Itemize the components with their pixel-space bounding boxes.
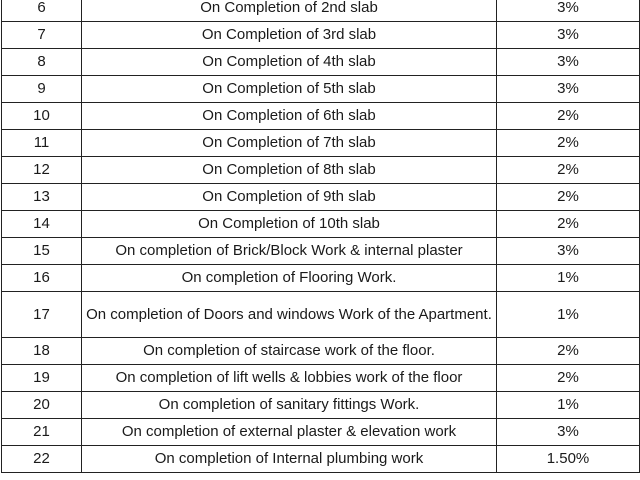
stage-text: On completion of sanitary fittings Work. <box>158 396 420 413</box>
stage-text: On Completion of 9th slab <box>202 188 376 205</box>
stage-description <box>82 292 497 338</box>
stage-text: On Completion of 10th slab <box>198 215 380 232</box>
row-number: 22 <box>2 446 82 473</box>
row-number: 17 <box>2 292 82 338</box>
table-row <box>2 103 640 130</box>
row-number: 7 <box>2 22 82 49</box>
row-number: 6 <box>2 0 82 22</box>
stage-text: On completion of Flooring Work. <box>181 269 397 286</box>
stage-text: On Completion of 8th slab <box>202 161 376 178</box>
stage-text: On completion of lift wells & lobbies work of the floor <box>115 369 463 386</box>
stage-text: On Completion of 3rd slab <box>201 26 377 43</box>
stage-description <box>82 184 497 211</box>
stage-description <box>82 265 497 292</box>
table-row <box>2 22 640 49</box>
row-number: 20 <box>2 392 82 419</box>
payment-percent: 1% <box>497 292 640 338</box>
stage-description <box>82 365 497 392</box>
stage-text: On Completion of 7th slab <box>202 134 376 151</box>
table-row <box>2 157 640 184</box>
table-row <box>2 49 640 76</box>
payment-percent: 2% <box>497 338 640 365</box>
row-number: 8 <box>2 49 82 76</box>
row-number: 15 <box>2 238 82 265</box>
payment-percent: 3% <box>497 22 640 49</box>
row-number: 12 <box>2 157 82 184</box>
payment-percent: 1% <box>497 265 640 292</box>
table-row <box>2 392 640 419</box>
payment-percent: 2% <box>497 103 640 130</box>
stage-description <box>82 157 497 184</box>
row-number: 10 <box>2 103 82 130</box>
payment-percent: 2% <box>497 211 640 238</box>
table-row <box>2 238 640 265</box>
table-row <box>2 184 640 211</box>
stage-text: On Completion of 4th slab <box>202 53 376 70</box>
table-row <box>2 76 640 103</box>
row-number: 11 <box>2 130 82 157</box>
table-row <box>2 130 640 157</box>
table-row <box>2 211 640 238</box>
stage-description <box>82 103 497 130</box>
stage-text: On completion of Doors and windows Work of the Apartment. <box>86 305 492 323</box>
payment-percent: 3% <box>497 0 640 22</box>
stage-description <box>82 0 497 22</box>
stage-description <box>82 419 497 446</box>
stage-description <box>82 22 497 49</box>
payment-percent: 3% <box>497 76 640 103</box>
row-number: 13 <box>2 184 82 211</box>
payment-percent: 2% <box>497 130 640 157</box>
payment-percent: 3% <box>497 238 640 265</box>
row-number: 16 <box>2 265 82 292</box>
stage-description <box>82 130 497 157</box>
payment-percent: 3% <box>497 419 640 446</box>
payment-percent: 2% <box>497 365 640 392</box>
row-number: 18 <box>2 338 82 365</box>
payment-percent: 2% <box>497 184 640 211</box>
stage-text: On Completion of 2nd slab <box>200 0 378 16</box>
table-row <box>2 446 640 473</box>
table-row <box>2 338 640 365</box>
stage-text: On completion of staircase work of the floor. <box>143 342 435 359</box>
row-number: 9 <box>2 76 82 103</box>
stage-text: On completion of Brick/Block Work & internal plaster <box>115 242 463 259</box>
row-number: 21 <box>2 419 82 446</box>
payment-percent: 1.50% <box>497 446 640 473</box>
stage-text: On completion of external plaster & elevation work <box>121 423 457 440</box>
stage-description <box>82 338 497 365</box>
payment-percent: 1% <box>497 392 640 419</box>
row-number: 19 <box>2 365 82 392</box>
stage-description <box>82 446 497 473</box>
table-row <box>2 365 640 392</box>
stage-description <box>82 49 497 76</box>
stage-description <box>82 238 497 265</box>
payment-percent: 3% <box>497 49 640 76</box>
row-number: 14 <box>2 211 82 238</box>
payment-percent: 2% <box>497 157 640 184</box>
table-row <box>2 419 640 446</box>
table-row <box>2 265 640 292</box>
stage-description <box>82 392 497 419</box>
table-row <box>2 292 640 338</box>
stage-text: On Completion of 5th slab <box>202 80 376 97</box>
stage-text: On completion of Internal plumbing work <box>154 450 424 467</box>
stage-text: On Completion of 6th slab <box>202 107 376 124</box>
stage-description <box>82 211 497 238</box>
table-row <box>2 0 640 22</box>
stage-description <box>82 76 497 103</box>
payment-schedule-table <box>1 0 640 473</box>
